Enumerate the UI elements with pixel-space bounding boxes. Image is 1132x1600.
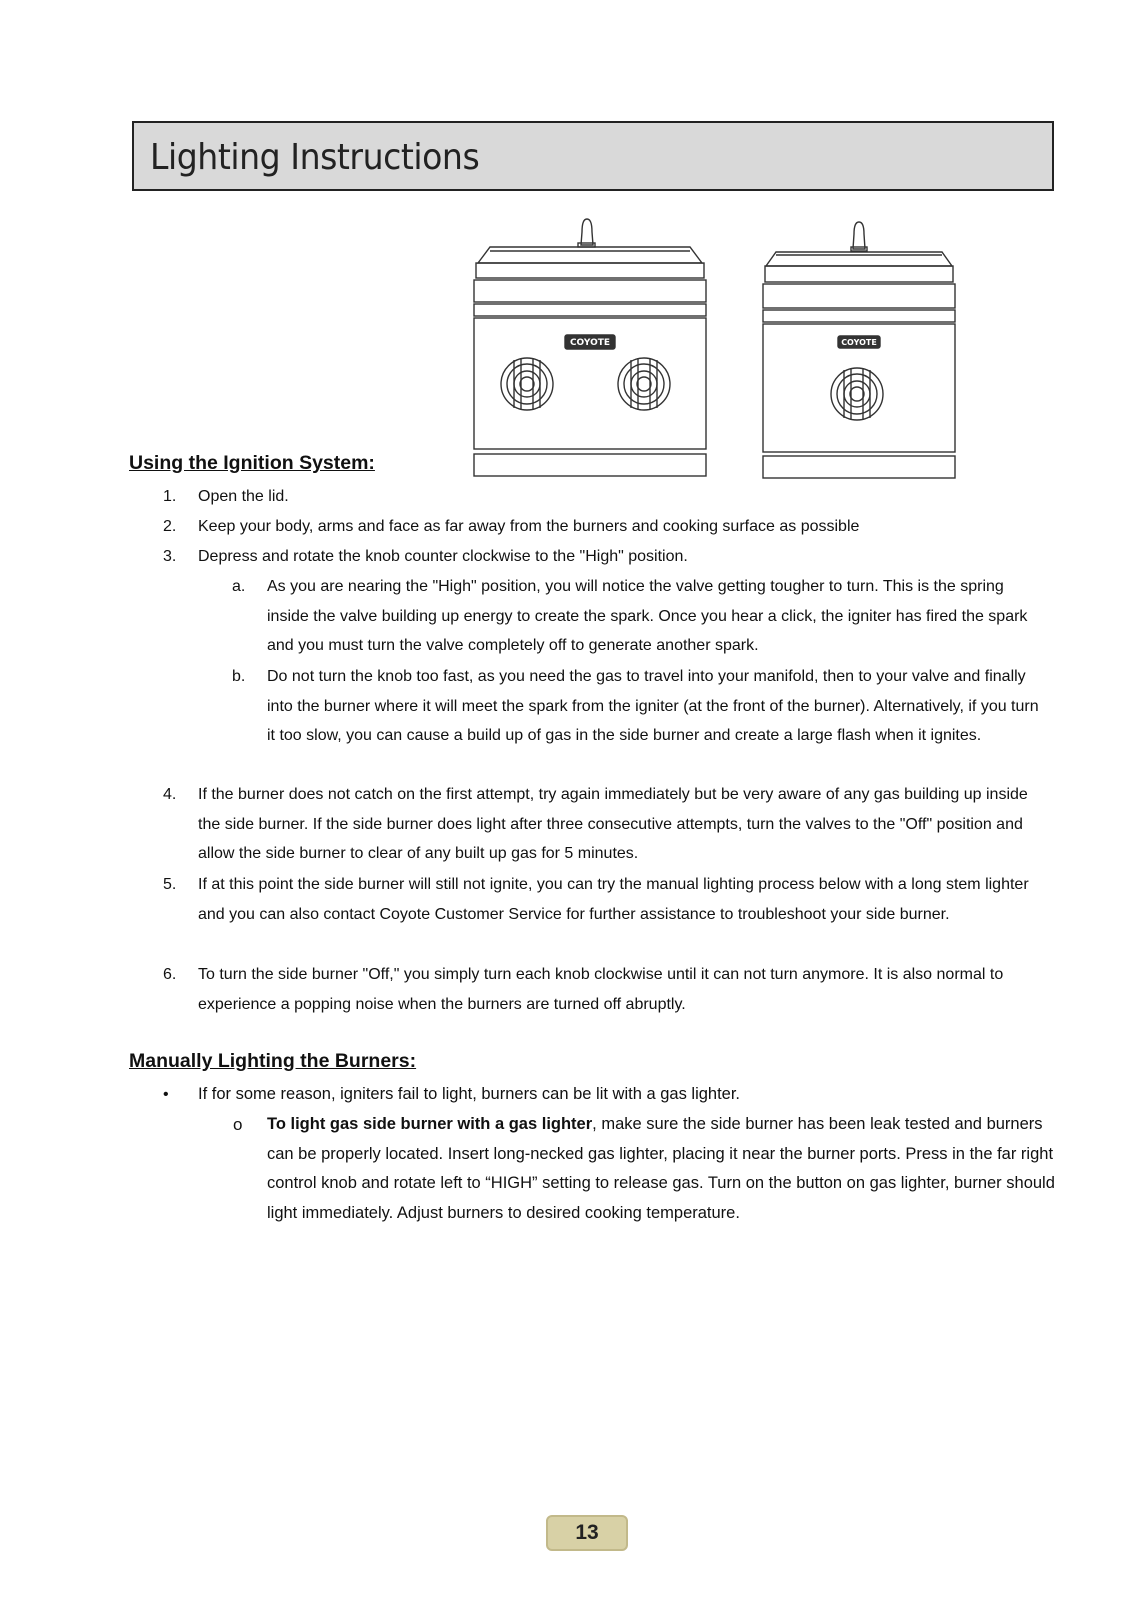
step-1-text: Open the lid. (198, 488, 289, 505)
single-knob-drawing (831, 368, 883, 420)
substep-a-text: As you are nearing the "High" position, you will notice the valve getting tougher to turn. This is the spring inside the valve building up energy to create the spark. Once you hear a click, the igniter has fired the spark and you must turn the valve completely off to generate another spark. (267, 578, 1028, 654)
sub-bullet-bold-lead: To light gas side burner with a gas lighter (267, 1115, 593, 1133)
sub-bullet-paragraph (267, 1110, 1057, 1228)
single-side-burner-drawing (763, 222, 955, 478)
substep-b-letter: b. (232, 668, 246, 685)
step-6-number: 6. (163, 966, 177, 983)
page-number: 13 (546, 1515, 628, 1551)
step-2-number: 2. (163, 518, 177, 535)
step-4-text: If the burner does not catch on the first attempt, try again immediately but be very aware of any gas building up inside the side burner. If the side burner does light after three consecutive attempts, turn the valves to the "Off" position and allow the side burner to clear of any built up gas for 5 minutes. (198, 786, 1028, 862)
step-6-text: To turn the side burner "Off," you simply turn each knob clockwise until it can not turn anymore. It is also normal to experience a popping noise when the burners are turned off abruptly. (198, 966, 1004, 1013)
step-3-text: Depress and rotate the knob counter clockwise to the "High" position. (198, 548, 688, 565)
bullet-text: If for some reason, igniters fail to light, burners can be lit with a gas lighter. (198, 1085, 741, 1103)
step-5-number: 5. (163, 876, 177, 893)
double-side-burner-drawing (474, 219, 706, 476)
sub-bullet-marker: o (233, 1115, 243, 1134)
page-title-banner (132, 121, 1054, 191)
substep-b-text: Do not turn the knob too fast, as you need the gas to travel into your manifold, then to your valve and finally into the burner where it will meet the spark from the igniter (at the front of the burner). Alternatively, if you turn it too slow, you can cause a build up of gas in the side burner and create a large flash when it ignites. (267, 668, 1039, 744)
page-title: Lighting Instructions (150, 137, 480, 178)
coyote-logo-single: COYOTE (841, 338, 877, 347)
bullet-marker: • (163, 1086, 169, 1103)
substep-a-letter: a. (232, 578, 246, 595)
step-3-number: 3. (163, 548, 177, 565)
coyote-logo-double: COYOTE (569, 338, 611, 348)
step-5-text: If at this point the side burner will still not ignite, you can try the manual lighting process below with a long stem lighter and you can also contact Coyote Customer Service for further assistance to troubleshoot your side burner. (198, 876, 1029, 923)
step-1-number: 1. (163, 488, 177, 505)
step-2-text: Keep your body, arms and face as far away from the burners and cooking surface as possible (198, 518, 860, 535)
right-knob-drawing (618, 358, 670, 410)
left-knob-drawing (501, 358, 553, 410)
side-burner-illustration (470, 214, 990, 494)
manual-heading: Manually Lighting the Burners: (129, 1050, 417, 1072)
ignition-heading: Using the Ignition System: (129, 452, 375, 474)
sub-bullet-text: , make sure the side burner has been leak tested and burners can be properly located. Insert long-necked gas lighter, placing it near the burner ports. Press in the far right control knob and rotate left to “HIGH” setting to release gas. Turn on the button on gas lighter, burner should light immediately. Adjust burners to desired cooking temperature. (267, 1115, 1055, 1222)
step-4-number: 4. (163, 786, 177, 803)
